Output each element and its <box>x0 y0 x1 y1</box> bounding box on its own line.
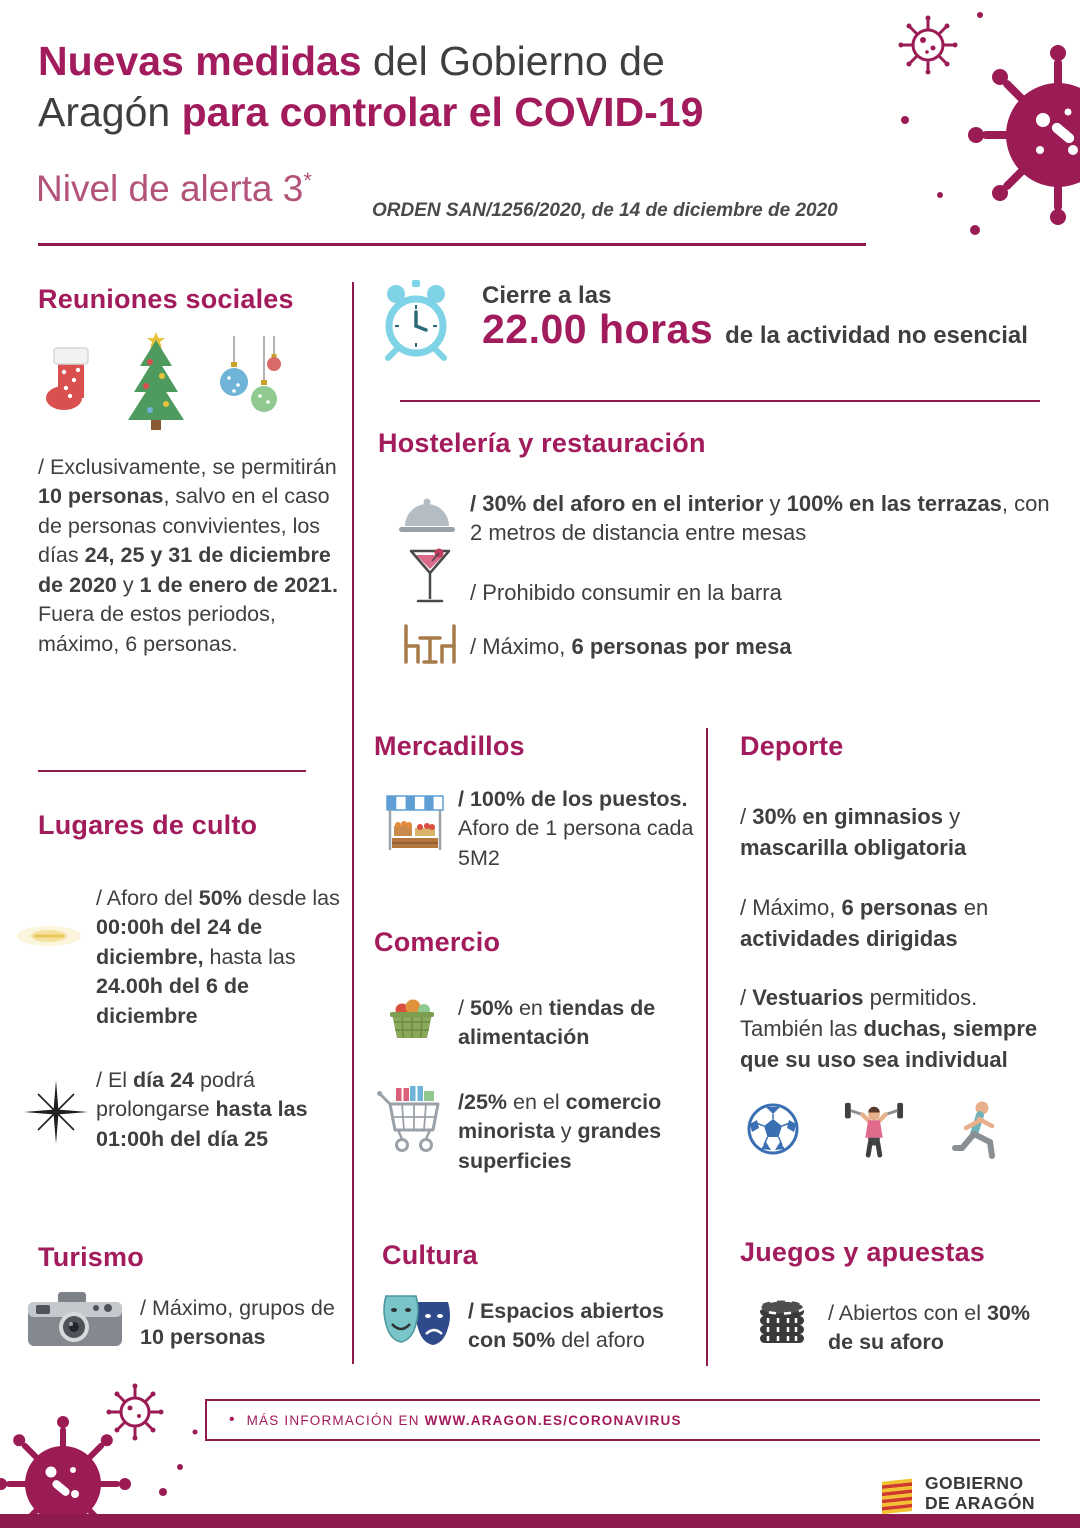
hosteleria-item-1-text: / 30% del aforo en el interior y 100% en las terrazas, con 2 metros de distancia entre mesas <box>470 491 1050 546</box>
alert-asterisk: * <box>303 168 312 193</box>
closure-prefix: Cierre a las <box>482 282 612 309</box>
page-title-line1: Nuevas medidas del Gobierno de <box>38 38 665 84</box>
turismo-item-text: / Máximo, grupos de 10 personas <box>140 1296 335 1350</box>
aragon-flag-icon <box>880 1474 916 1514</box>
banner-divider <box>400 400 1040 402</box>
closure-line <box>482 306 1052 353</box>
juegos-item-text: / Abiertos con el 30% de su aforo <box>828 1301 1030 1355</box>
footer-info-bar <box>205 1399 1040 1441</box>
section-title-lugares-de-culto: Lugares de culto <box>38 810 258 840</box>
section-title-comercio: Comercio <box>374 927 501 957</box>
cultura-item-text: / Espacios abiertos con 50% del aforo <box>468 1299 664 1353</box>
closure-suffix: de la actividad no esencial <box>725 322 1028 349</box>
culto-item-1-text: / Aforo del 50% desde las 00:00h del 24 de diciembre, hasta las 24.00h del 6 de diciembre <box>96 886 340 1028</box>
gobierno-de-aragon-logo <box>880 1474 1035 1514</box>
camera-icon <box>26 1288 124 1352</box>
logo-line2: DE ARAGÓN <box>925 1493 1035 1513</box>
market-stall-icon <box>382 792 448 858</box>
footer-bullet: • <box>229 1411 235 1428</box>
alert-level-text: Nivel de alerta 3 <box>36 168 304 209</box>
hosteleria-item-2-text: / Prohibido consumir en la barra <box>470 580 782 605</box>
comercio-item-1-text: / 50% en tiendas de alimentación <box>458 996 656 1050</box>
christmas-baubles-icon <box>212 336 284 432</box>
section-title-reuniones-sociales: Reuniones sociales <box>38 284 294 314</box>
bottom-color-bar <box>0 1514 1080 1528</box>
deporte-icons-row <box>746 1098 1006 1160</box>
comercio-item-2-text: /25% en el comercio minorista y grandes superficies <box>458 1090 662 1173</box>
virus-decoration-top-right-icon <box>880 0 1080 260</box>
page-title-line2: Aragón para controlar el COVID-19 <box>38 88 704 135</box>
order-reference: ORDEN SAN/1256/2020, de 14 de diciembre de 2020 <box>372 200 838 221</box>
left-column-divider <box>38 770 306 772</box>
christmas-stocking-icon <box>40 340 100 432</box>
page-title <box>38 36 888 138</box>
mercadillos-item-text: / 100% de los puestos. Aforo de 1 persona cada 5M2 <box>458 787 694 870</box>
weightlifting-icon <box>842 1099 906 1159</box>
table-chairs-icon <box>398 622 462 668</box>
christmas-tree-icon <box>116 330 196 432</box>
virus-decoration-bottom-left-icon <box>0 1372 225 1528</box>
section-title-turismo: Turismo <box>38 1242 144 1272</box>
theater-masks-icon <box>378 1290 458 1350</box>
christmas-icons-row <box>40 330 340 432</box>
deporte-item-3-text: / Vestuarios permitidos. También las duchas, siempre que su uso sea individual <box>740 985 1038 1073</box>
section-title-hosteleria: Hostelería y restauración <box>378 428 706 458</box>
header-rule <box>38 243 866 246</box>
section-title-mercadillos: Mercadillos <box>374 731 525 761</box>
shopping-cart-icon <box>376 1084 446 1158</box>
alarm-clock-icon <box>376 278 456 362</box>
poker-chips-icon <box>750 1290 816 1352</box>
section-title-juegos-y-apuestas: Juegos y apuestas <box>740 1237 986 1267</box>
section-title-cultura: Cultura <box>382 1240 478 1270</box>
running-icon <box>948 1098 1006 1160</box>
closure-time: 22.00 horas <box>482 306 714 352</box>
reuniones-sociales-text: / Exclusivamente, se permitirán 10 personas, salvo en el caso de personas convivientes, los días 24, 25 y 31 de diciembre de 2020 y 1 de enero de 2021. Fuera de estos periodos, máximo, 6 personas. <box>38 455 338 656</box>
logo-line1: GOBIERNO <box>925 1473 1024 1494</box>
cocktail-icon <box>408 546 452 612</box>
deporte-item-2-text: / Máximo, 6 personas en actividades dirigidas <box>740 895 989 952</box>
candle-glow-icon <box>14 916 84 956</box>
alert-level <box>36 168 312 210</box>
section-title-deporte: Deporte <box>740 731 844 761</box>
footer-info-text: MÁS INFORMACIÓN EN WWW.ARAGON.ES/CORONAVIRUS <box>246 1412 682 1428</box>
star-sparkle-icon <box>24 1080 88 1144</box>
soccer-ball-icon <box>746 1102 800 1156</box>
food-basket-icon <box>382 986 442 1046</box>
hosteleria-item-3-text: / Máximo, 6 personas por mesa <box>470 634 792 659</box>
culto-item-2-text: / El día 24 podrá prolongarse hasta las 01:00h del día 25 <box>96 1068 308 1151</box>
vertical-divider-left <box>352 282 354 1364</box>
deporte-item-1-text: / 30% en gimnasios y mascarilla obligatoria <box>740 804 967 861</box>
serving-dish-icon <box>398 490 456 538</box>
